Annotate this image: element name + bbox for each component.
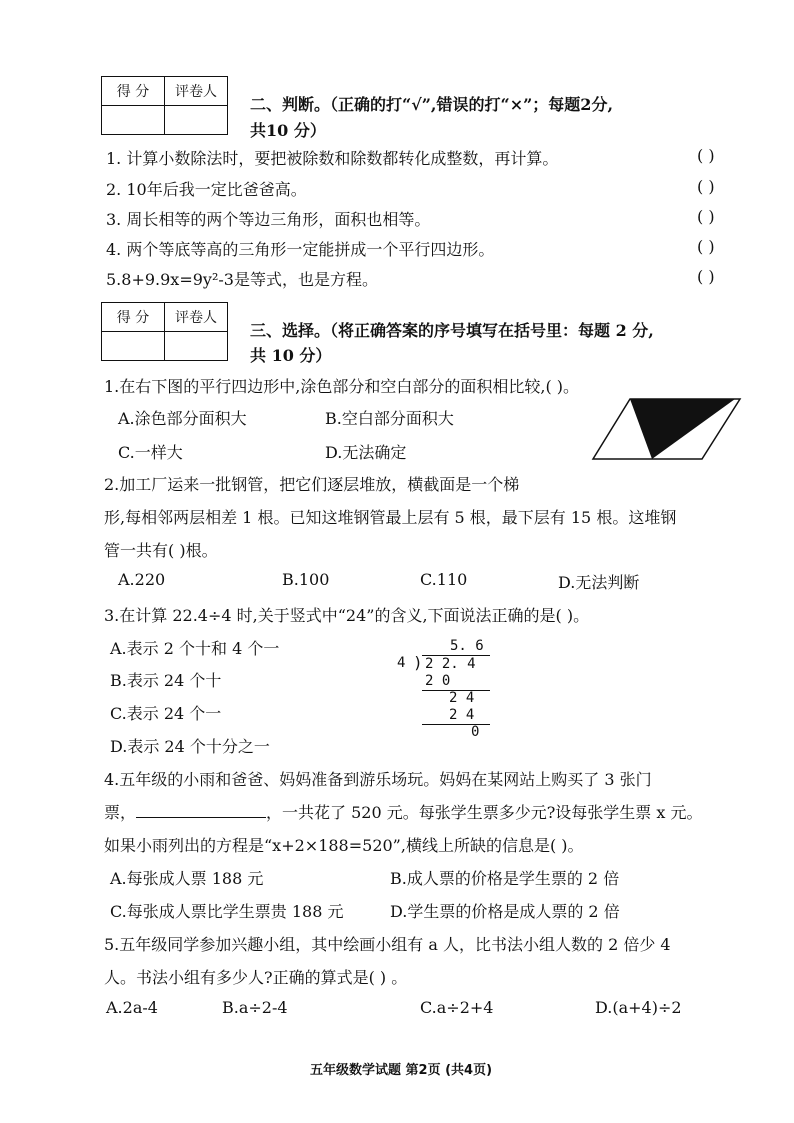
grader-cell	[165, 332, 228, 361]
q4-option-b: B.成人票的价格是学生票的 2 倍	[390, 869, 620, 888]
judge-item-3: 3. 周长相等的两个等边三角形，面积也相等。	[106, 210, 431, 229]
judge-item-2: 2. 10年后我一定比爸爸高。	[106, 180, 307, 199]
division-row-3: 2 4	[449, 707, 475, 723]
score-box-section2	[101, 76, 228, 135]
q3-stem: 3.在计算 22.4÷4 时,关于竖式中“24”的含义,下面说法正确的是( )。	[104, 606, 590, 625]
q4-stem-line2: 票， ，一共花了 520 元。每张学生票多少元?设每张学生票 x 元。	[104, 803, 703, 822]
q4-option-a: A.每张成人票 188 元	[110, 869, 264, 888]
q5-stem-line2: 人。书法小组有多少人?正确的算式是( ) 。	[104, 968, 408, 987]
q2-option-c: C.110	[420, 570, 468, 589]
q2-stem-line2: 形,每相邻两层相差 1 根。已知这堆钢管最上层有 5 根，最下层有 15 根。这堆钢	[104, 508, 677, 527]
q3-option-b: B.表示 24 个十	[110, 671, 222, 690]
grader-label: 评卷人	[165, 77, 228, 106]
answer-paren-3[interactable]: ( )	[697, 207, 715, 226]
grader-label: 评卷人	[165, 303, 228, 332]
section3-title-line1: 三、选择。（将正确答案的序号填写在括号里：每题 2 分,	[250, 321, 654, 340]
division-row-2: 2 4	[449, 690, 475, 706]
page-footer: 五年级数学试题 第2页 (共4页)	[310, 1063, 493, 1078]
grader-cell	[165, 106, 228, 135]
q5-option-b: B.a÷2-4	[222, 998, 288, 1017]
section2-title-line1: 二、判断。（正确的打“√”,错误的打“×”；每题2分,	[250, 95, 614, 114]
q5-option-a: A.2a-4	[106, 998, 158, 1017]
q1-option-c: C.一样大	[118, 443, 183, 462]
q4-stem-line3: 如果小雨列出的方程是“x+2×188=520”,横线上所缺的信息是( )。	[104, 836, 584, 855]
q4-stem-line1: 4.五年级的小雨和爸爸、妈妈准备到游乐场玩。妈妈在某网站上购买了 3 张门	[104, 770, 652, 789]
q1-option-b: B.空白部分面积大	[325, 409, 454, 428]
division-dividend: 2 2. 4	[425, 656, 476, 672]
division-quotient: 5. 6	[450, 638, 484, 654]
answer-paren-1[interactable]: ( )	[697, 146, 715, 165]
q4-option-d: D.学生票的价格是成人票的 2 倍	[390, 902, 620, 921]
division-rule-2	[422, 724, 490, 725]
score-cell	[102, 332, 165, 361]
parallelogram-figure	[590, 396, 750, 462]
q4-option-c: C.每张成人票比学生票贵 188 元	[110, 902, 344, 921]
answer-paren-2[interactable]: ( )	[697, 177, 715, 196]
division-row-1: 2 0	[425, 673, 451, 689]
answer-paren-5[interactable]: ( )	[697, 267, 715, 286]
long-division: 5. 6 4 ) 2 2. 4 2 0 2 4 2 4 0	[395, 638, 495, 743]
q2-stem-line3: 管一共有( )根。	[104, 541, 218, 560]
q1-stem: 1.在右下图的平行四边形中,涂色部分和空白部分的面积相比较,( )。	[104, 377, 580, 396]
fill-blank[interactable]	[136, 803, 266, 818]
judge-item-4: 4. 两个等底等高的三角形一定能拼成一个平行四边形。	[106, 240, 495, 259]
score-label: 得 分	[102, 77, 165, 106]
division-divisor: 4	[397, 655, 406, 671]
score-box-section3	[101, 302, 228, 361]
section3-title-line2: 共 10 分）	[250, 346, 332, 365]
q5-stem-line1: 5.五年级同学参加兴趣小组，其中绘画小组有 a 人，比书法小组人数的 2 倍少 4	[104, 935, 671, 954]
division-remainder: 0	[471, 724, 480, 740]
score-label: 得 分	[102, 303, 165, 332]
q3-option-c: C.表示 24 个一	[110, 704, 222, 723]
q2-option-b: B.100	[282, 570, 330, 589]
q1-option-d: D.无法确定	[325, 443, 407, 462]
judge-item-5: 5.8+9.9x=9y²-3是等式，也是方程。	[106, 270, 378, 289]
section2-title-line2: 共10 分）	[250, 121, 326, 140]
answer-paren-4[interactable]: ( )	[697, 237, 715, 256]
q2-option-d: D.无法判断	[558, 573, 640, 592]
q3-option-d: D.表示 24 个十分之一	[110, 737, 270, 756]
q5-option-c: C.a÷2+4	[420, 998, 494, 1017]
judge-item-1: 1. 计算小数除法时，要把被除数和除数都转化成整数，再计算。	[106, 149, 559, 168]
score-cell	[102, 106, 165, 135]
q2-option-a: A.220	[118, 570, 166, 589]
q2-stem-line1: 2.加工厂运来一批钢管，把它们逐层堆放，横截面是一个梯	[104, 475, 520, 494]
q1-option-a: A.涂色部分面积大	[118, 409, 247, 428]
q5-option-d: D.(a+4)÷2	[595, 998, 682, 1017]
q3-option-a: A.表示 2 个十和 4 个一	[110, 639, 280, 658]
